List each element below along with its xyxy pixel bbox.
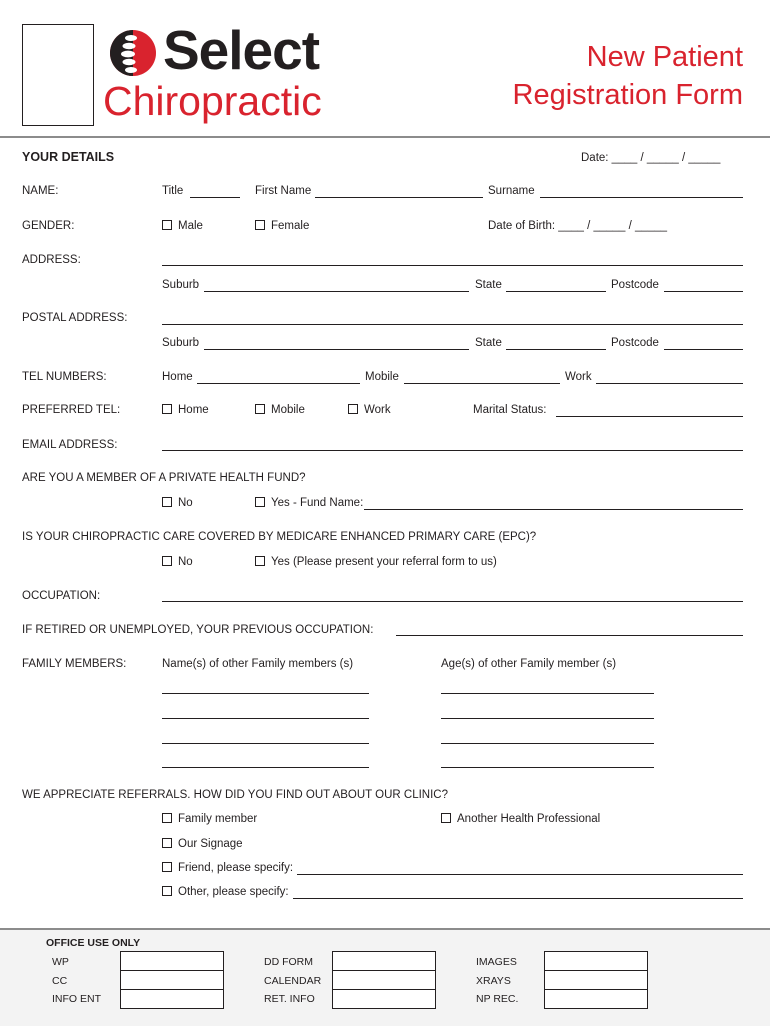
office-box-divider [544,970,647,971]
postal-postcode-label: Postcode [611,337,659,349]
family-names-header: Name(s) of other Family members (s) [162,658,354,670]
photo-placeholder-box [22,24,94,126]
address-state-field[interactable] [506,291,606,292]
occupation-label: OCCUPATION: [22,590,101,602]
address-postcode-field[interactable] [664,291,743,292]
office-label-dd-form: DD FORM [264,956,313,968]
email-address-label: EMAIL ADDRESS: [22,439,118,451]
postal-postcode-field[interactable] [664,349,743,350]
preferred-tel-label: PREFERRED TEL: [22,404,121,416]
office-label-cc: CC [52,975,68,987]
postal-suburb-label: Suburb [162,337,200,349]
postal-address-label: POSTAL ADDRESS: [22,312,128,324]
tel-work-label: Work [565,371,592,383]
preferred-mobile-checkbox[interactable] [255,404,305,416]
preferred-home-checkbox[interactable] [162,404,209,416]
epc-no-label: No [178,556,193,568]
checkbox-icon [255,497,265,507]
preferred-mobile-label: Mobile [271,404,305,416]
office-use-title: OFFICE USE ONLY [46,937,141,949]
preferred-work-label: Work [364,404,391,416]
referral-health-pro-label: Another Health Professional [457,813,601,825]
office-box-divider [332,989,435,990]
address-postcode-label: Postcode [611,279,659,291]
previous-occupation-label: IF RETIRED OR UNEMPLOYED, YOUR PREVIOUS OCCUPATION: [22,624,374,636]
postal-state-label: State [475,337,502,349]
office-label-info-ent: INFO ENT [52,993,101,1005]
title-field[interactable] [190,197,240,198]
tel-home-field[interactable] [197,383,360,384]
date-field[interactable]: Date: ____ / _____ / _____ [581,152,721,164]
checkbox-icon [162,813,172,823]
address-suburb-field[interactable] [204,291,469,292]
email-address-field[interactable] [162,450,743,451]
female-checkbox[interactable] [255,220,309,232]
tel-numbers-label: TEL NUMBERS: [22,371,107,383]
family-age-field[interactable] [441,767,654,768]
male-checkbox[interactable] [162,220,203,232]
office-box-divider [120,989,223,990]
brand-name-chiropractic: Chiropractic [103,78,322,124]
referral-other-label: Other, please specify: [178,886,289,898]
form-title-line1: New Patient [586,41,743,73]
epc-yes-label: Yes (Please present your referral form to us) [271,556,497,568]
office-box-col3[interactable] [544,951,648,1009]
name-label: NAME: [22,185,59,197]
checkbox-icon [162,497,172,507]
address-label: ADDRESS: [22,254,81,266]
office-box-col2[interactable] [332,951,436,1009]
marital-status-label: Marital Status: [473,404,547,416]
epc-question: IS YOUR CHIROPRACTIC CARE COVERED BY MEDICARE ENHANCED PRIMARY CARE (EPC)? [22,531,537,543]
referral-signage-label: Our Signage [178,838,243,850]
referrals-question: WE APPRECIATE REFERRALS. HOW DID YOU FIND OUT ABOUT OUR CLINIC? [22,789,448,801]
checkbox-icon [162,862,172,872]
health-fund-yes-label: Yes - Fund Name: [271,497,364,509]
date-of-birth-field[interactable]: Date of Birth: ____ / _____ / _____ [488,220,668,232]
title-label: Title [162,185,184,197]
referral-friend-label: Friend, please specify: [178,862,294,874]
tel-work-field[interactable] [596,383,743,384]
referral-signage-checkbox[interactable] [162,838,243,850]
referral-family-member-checkbox[interactable] [162,813,257,825]
checkbox-icon [255,556,265,566]
office-label-images: IMAGES [476,956,517,968]
checkbox-icon [441,813,451,823]
male-label: Male [178,220,203,232]
family-name-field[interactable] [162,743,369,744]
checkbox-icon [162,220,172,230]
family-age-field[interactable] [441,693,654,694]
address-line-field[interactable] [162,265,743,266]
referral-friend-checkbox[interactable] [162,862,293,874]
office-label-np-rec: NP REC. [476,993,519,1005]
office-box-col1[interactable] [120,951,224,1009]
office-box-divider [544,989,647,990]
checkbox-icon [255,404,265,414]
referral-friend-field[interactable] [297,874,743,875]
first-name-field[interactable] [315,197,483,198]
health-fund-question: ARE YOU A MEMBER OF A PRIVATE HEALTH FUND? [22,472,306,484]
marital-status-field[interactable] [556,416,743,417]
checkbox-icon [255,220,265,230]
referral-other-field[interactable] [293,898,743,899]
family-members-label: FAMILY MEMBERS: [22,658,127,670]
postal-address-line-field[interactable] [162,324,743,325]
brand-name-select: Select [163,19,320,81]
gender-label: GENDER: [22,220,75,232]
referral-health-pro-checkbox[interactable] [441,813,600,825]
office-box-divider [120,970,223,971]
fund-name-field[interactable] [364,509,743,510]
family-name-field[interactable] [162,718,369,719]
form-title-line2: Registration Form [512,79,743,111]
tel-home-label: Home [162,371,193,383]
preferred-home-label: Home [178,404,209,416]
checkbox-icon [162,886,172,896]
office-box-divider [332,970,435,971]
family-age-field[interactable] [441,718,654,719]
checkbox-icon [348,404,358,414]
epc-no-checkbox[interactable] [162,556,193,568]
epc-yes-checkbox[interactable] [255,556,497,568]
tel-mobile-field[interactable] [404,383,560,384]
checkbox-icon [162,404,172,414]
family-name-field[interactable] [162,767,369,768]
health-fund-no-label: No [178,497,193,509]
referral-family-member-label: Family member [178,813,258,825]
address-suburb-label: Suburb [162,279,200,291]
surname-label: Surname [488,185,535,197]
family-name-field[interactable] [162,693,369,694]
address-state-label: State [475,279,502,291]
office-label-xrays: XRAYS [476,975,511,987]
previous-occupation-field[interactable] [396,635,743,636]
tel-mobile-label: Mobile [365,371,399,383]
office-label-ret-info: RET. INFO [264,993,315,1005]
spine-logo-icon [108,28,158,78]
health-fund-no-checkbox[interactable] [162,497,193,509]
health-fund-yes-checkbox[interactable] [255,497,363,509]
surname-field[interactable] [540,197,743,198]
office-label-wp: WP [52,956,69,968]
checkbox-icon [162,556,172,566]
section-title: YOUR DETAILS [22,150,115,164]
occupation-field[interactable] [162,601,743,602]
referral-other-checkbox[interactable] [162,886,289,898]
family-ages-header: Age(s) of other Family member (s) [441,658,617,670]
header-divider [0,136,770,138]
postal-state-field[interactable] [506,349,606,350]
checkbox-icon [162,838,172,848]
family-age-field[interactable] [441,743,654,744]
office-label-calendar: CALENDAR [264,975,322,987]
first-name-label: First Name [255,185,312,197]
preferred-work-checkbox[interactable] [348,404,391,416]
postal-suburb-field[interactable] [204,349,469,350]
female-label: Female [271,220,310,232]
